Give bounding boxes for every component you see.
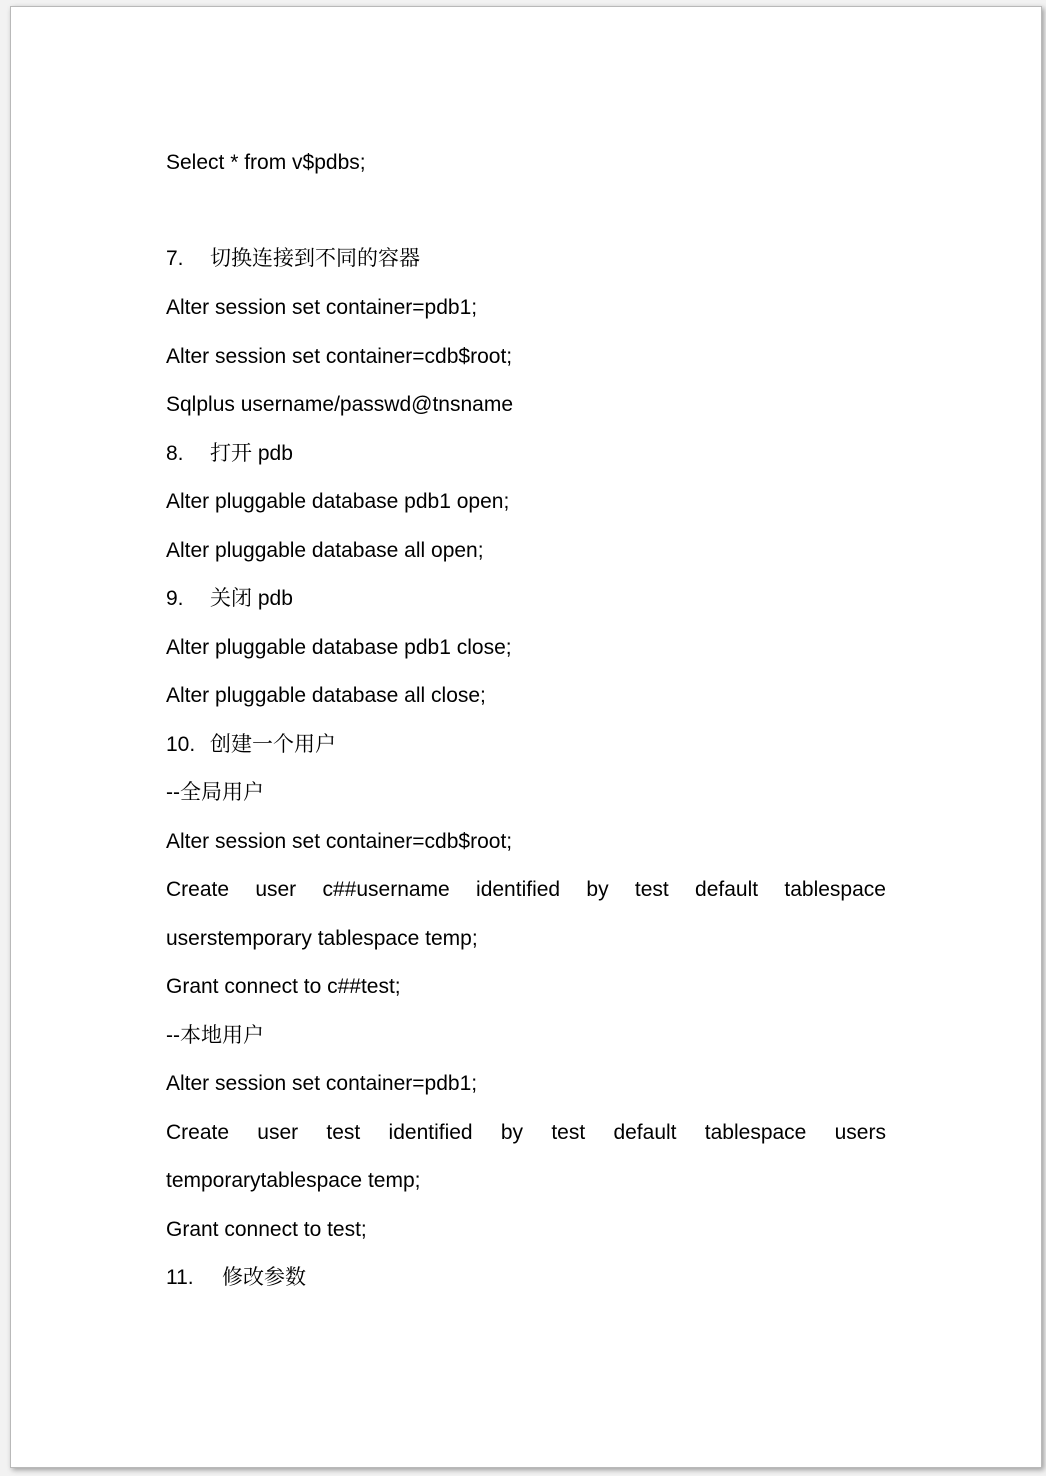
heading-11-text: 修改参数 bbox=[222, 1266, 306, 1289]
word: by bbox=[500, 1121, 524, 1144]
word: Create bbox=[166, 1121, 230, 1144]
word: c##username bbox=[322, 878, 450, 901]
sql-open-pdb1: Alter pluggable database pdb1 open; bbox=[166, 490, 510, 513]
sql-select-pdbs: Select * from v$pdbs; bbox=[166, 151, 366, 174]
heading-9-text: 关闭 pdb bbox=[210, 587, 293, 610]
sql-close-pdb1: Alter pluggable database pdb1 close; bbox=[166, 636, 512, 659]
word: default bbox=[613, 1121, 677, 1144]
sql-set-container-pdb1-2: Alter session set container=pdb1; bbox=[166, 1072, 478, 1095]
heading-10-number: 10. bbox=[166, 733, 196, 756]
word: user bbox=[257, 1121, 299, 1144]
word: tablespace bbox=[704, 1121, 807, 1144]
sqlplus-connect-line: Sqlplus username/passwd@tnsname bbox=[166, 393, 513, 416]
sql-close-all: Alter pluggable database all close; bbox=[166, 684, 486, 707]
heading-7 bbox=[166, 245, 420, 273]
word: default bbox=[695, 878, 759, 901]
sql-create-common-user bbox=[166, 876, 886, 904]
heading-8-number: 8. bbox=[166, 442, 184, 465]
word: test bbox=[326, 1121, 361, 1144]
sql-grant-common-user: Grant connect to c##test; bbox=[166, 975, 401, 998]
word: users bbox=[834, 1121, 886, 1144]
comment-local-user: --本地用户 bbox=[166, 1024, 264, 1047]
heading-11-number: 11. bbox=[166, 1266, 194, 1289]
word: user bbox=[255, 878, 297, 901]
word: identified bbox=[388, 1121, 473, 1144]
heading-8 bbox=[166, 440, 293, 468]
heading-9 bbox=[166, 585, 293, 613]
sql-set-container-pdb1: Alter session set container=pdb1; bbox=[166, 296, 478, 319]
heading-11 bbox=[166, 1264, 306, 1292]
sql-create-common-user-cont: userstemporary tablespace temp; bbox=[166, 927, 478, 950]
sql-create-local-user bbox=[166, 1119, 886, 1147]
word: identified bbox=[476, 878, 561, 901]
sql-set-container-cdb-root-2: Alter session set container=cdb$root; bbox=[166, 830, 513, 853]
heading-10 bbox=[166, 731, 336, 759]
word: Create bbox=[166, 878, 230, 901]
sql-create-local-user-cont: temporarytablespace temp; bbox=[166, 1169, 421, 1192]
sql-open-all: Alter pluggable database all open; bbox=[166, 539, 484, 562]
word: test bbox=[634, 878, 669, 901]
word: test bbox=[551, 1121, 586, 1144]
heading-9-number: 9. bbox=[166, 587, 184, 610]
document-page bbox=[10, 6, 1042, 1468]
heading-7-text: 切换连接到不同的容器 bbox=[210, 247, 420, 270]
word: tablespace bbox=[784, 878, 886, 901]
sql-grant-local-user: Grant connect to test; bbox=[166, 1218, 367, 1241]
heading-8-text: 打开 pdb bbox=[210, 442, 293, 465]
comment-global-user: --全局用户 bbox=[166, 781, 264, 804]
sql-set-container-cdb-root: Alter session set container=cdb$root; bbox=[166, 345, 513, 368]
word: by bbox=[586, 878, 609, 901]
heading-7-number: 7. bbox=[166, 247, 184, 270]
heading-10-text: 创建一个用户 bbox=[210, 733, 336, 756]
